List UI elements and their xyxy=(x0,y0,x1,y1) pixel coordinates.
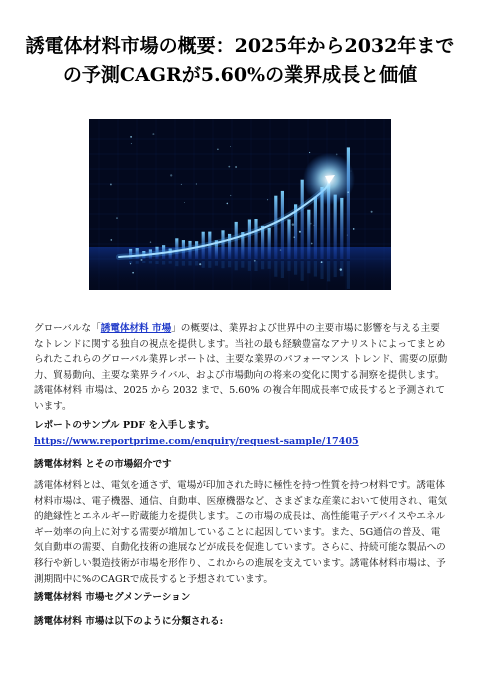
hero-bar xyxy=(274,196,277,259)
hero-bar xyxy=(340,198,343,259)
growth-chart-illustration xyxy=(89,119,391,290)
hero-bar xyxy=(314,197,317,260)
hero-bar xyxy=(301,180,304,259)
intro-text-before: グローバルな「 xyxy=(34,323,101,334)
document-title: 誘電体材料市場の概要：2025年から2032年までの予測CAGRが5.60%の業界成長と価値 xyxy=(25,35,455,86)
hero-bar xyxy=(254,219,257,259)
description-paragraph: 誘電体材料とは、電気を通さず、電場が印加された時に極性を持つ性質を持つ材料です。誘電体材料市場は、電子機器、通信、自動車、医療機器など、さまざまな産業において使用され、電気的絶縁性とエネルギー貯蔵能力を提供します。この市場の成長は、高性能電子デバイスやエネルギー効率の向上に対する需要が増加していることに起因しています。また、5G通信の普及、電気自動車の需要、自動化技術の進展などが成長を促進しています。さらに、持続可能な製品への移行や新しい製造技術が市場を形作り、これからの進展を支えています。誘電体材料市場は、予測期間中に%のCAGRで成長すると予想されています。 xyxy=(34,480,448,585)
sample-request-paragraph xyxy=(34,418,448,449)
growth-chart-image xyxy=(89,119,391,290)
hero-bar xyxy=(248,220,251,260)
intro-paragraph xyxy=(34,321,448,415)
intro-text-after: 」の概要は、業界および世界中の主要市場に影響を与える主要なトレンドに関する独自の視点を提供します。当社の最も経験豊富なアナリストによってまとめられたこれらのグローバル業界レポートは、主要な業界のパフォーマンス トレンド、需要の原動力、貿易動向、主要な業界ライバル、および市場動向の将来の変化に関する洞察を提供します。誘電体材料 市場は、2025 から 2032 まで、5.60% の複合年間成長率で成長すると予測されています。 xyxy=(34,323,448,412)
hero-bar xyxy=(287,219,290,259)
segmentation-heading: 誘電体材料 市場セグメンテーション xyxy=(34,592,191,603)
classification-heading: 誘電体材料 市場は以下のように分類される: xyxy=(34,616,224,627)
hero-bar xyxy=(268,228,271,259)
hero-bar xyxy=(307,210,310,259)
sample-label: レポートのサンプル PDF を入手します。 xyxy=(34,420,215,431)
sample-request-link[interactable]: https://www.reportprime.com/enquiry/request-sample/17405 xyxy=(34,435,359,447)
hero-bar xyxy=(281,191,284,259)
market-link[interactable]: 誘電体材料 市場 xyxy=(100,323,172,334)
intro-heading: 誘電体材料 とその市場紹介です xyxy=(34,459,172,470)
